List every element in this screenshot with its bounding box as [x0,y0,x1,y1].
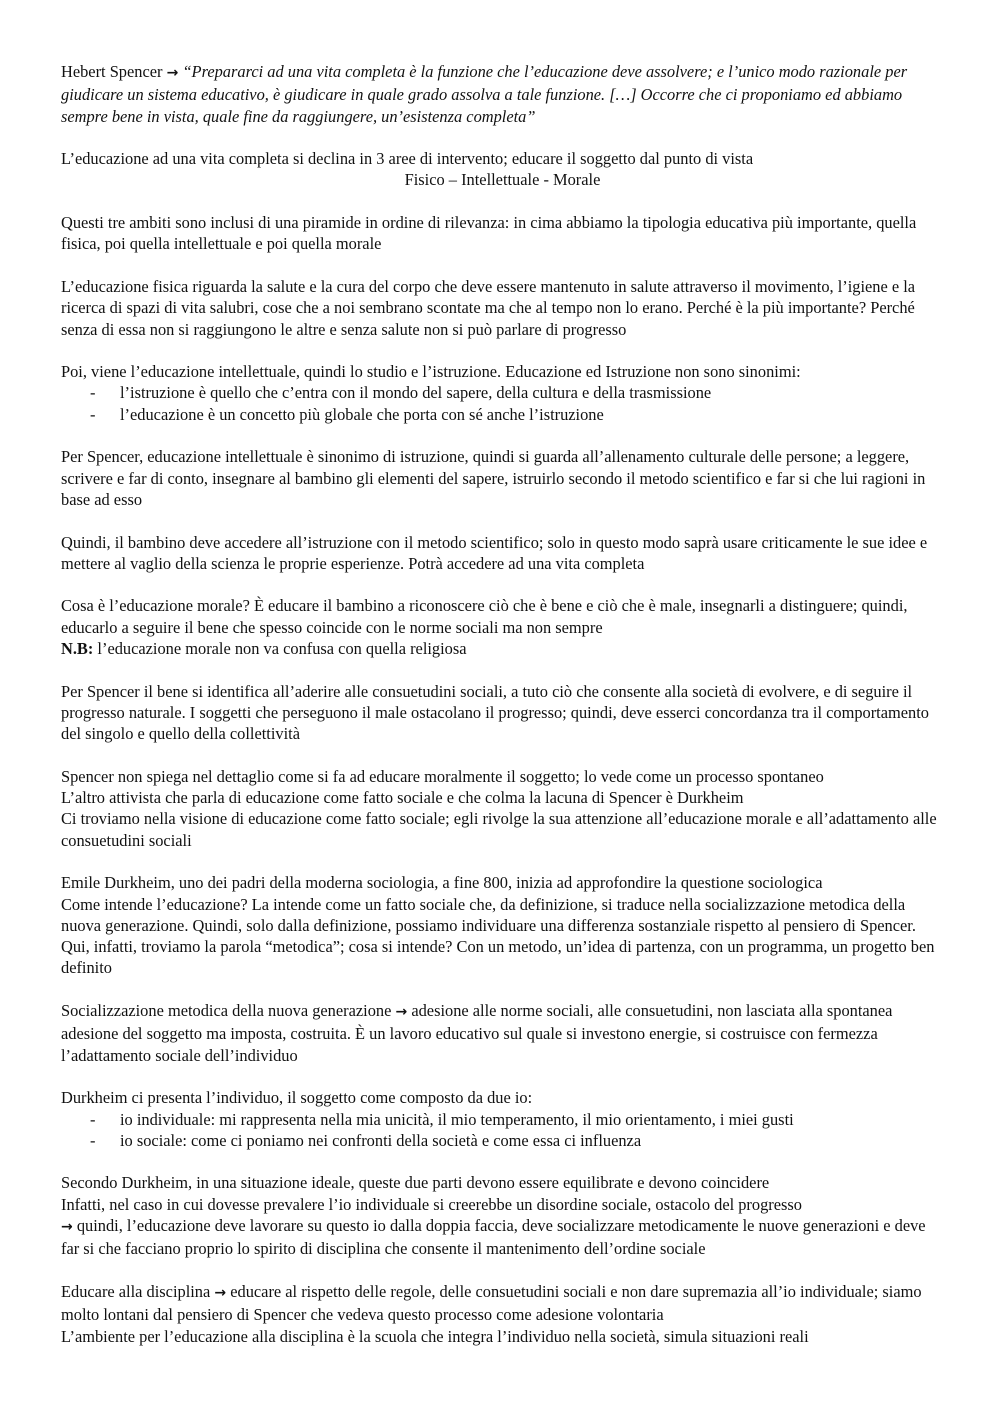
balance-line-2: Infatti, nel caso in cui dovesse prevalere l’io individuale si creerebbe un disordine sociale, ostacolo del progresso [61,1194,802,1214]
arrow-icon: → [395,1004,408,1021]
list-item: - io sociale: come ci poniamo nei confronti della società e come essa ci influenza [61,1130,944,1151]
arrow-icon: → [61,1219,73,1236]
balance-paragraph [61,1172,944,1259]
methodical-socialization-paragraph [61,1000,944,1066]
pyramid-paragraph: Questi tre ambiti sono inclusi di una piramide in ordine di rilevanza: in cima abbiamo la tipologia educativa più importante, quella fisica, poi quella intellettuale e poi quella morale [61,213,917,254]
list-item: - l’educazione è un concetto più globale che porta con sé anche l’istruzione [61,404,944,425]
list-item: - io individuale: mi rappresenta nella mia unicità, il mio temperamento, il mio orientamento, i miei gusti [61,1109,944,1130]
physical-education-paragraph: L’educazione fisica riguarda la salute e la cura del corpo che deve essere mantenuto in salute attraverso il movimento, l’igiene e la ricerca di spazi di vita salubri, cose che a noi sembrano scontate ma che al tempo non lo erano. Perché è la più importante? Perché senza di essa non si raggiungono le altre e senza salute non si può parlare di progresso [61,276,916,339]
spencer-quote: “Prepararci ad una vita completa è la funzione che l’educazione deve assolvere; e l’unico modo razionale per giudicare un sistema educativo, è giudicare in quale grado assolva a tale funzione. […] Occorre che ci proponiamo ed abbiamo sempre bene in vista, quale fine da raggiungere, un’esistenza completa” [61,62,908,126]
durkheim-definition-line-2: Come intende l’educazione? La intende come un fatto sociale che, da definizione, si traduce nella socializzazione metodica della nuova generazione. Quindi, solo dalla definizione, possiamo individuare una differenza sostanziale rispetto al pensiero di Spencer. Qui, infatti, troviamo la parola “metodica”; cosa si intende? Con un metodo, un’idea di partenza, con un programma, un progetto ben definito [61,894,935,978]
durkheim-intro-line-1: Spencer non spiega nel dettaglio come si fa ad educare moralmente il soggetto; lo vede come un processo spontaneo [61,766,824,786]
two-selves-intro: Durkheim ci presenta l’individuo, il soggetto come composto da due io: [61,1088,533,1108]
intellectual-education-paragraph [61,361,944,425]
three-areas-line: L’educazione ad una vita completa si declina in 3 aree di intervento; educare il soggetto dal punto di vista [61,149,754,169]
intellectual-intro: Poi, viene l’educazione intellettuale, quindi lo studio e l’istruzione. Educazione ed Istruzione non sono sinonimi: [61,362,801,382]
durkheim-intro-paragraph [61,766,944,851]
spencer-intellectual-paragraph: Per Spencer, educazione intellettuale è sinonimo di istruzione, quindi si guarda all’allenamento culturale delle persone; a leggere, scrivere e far di conto, insegnare al bambino gli elementi del sapere, istruirlo secondo il metodo scientifico e far si che lui ragioni in base ad esso [61,447,926,509]
arrow-icon: → [166,65,179,81]
socialization-rest: adesione alle norme sociali, alle consuetudini, non lasciata alla spontanea adesione del soggetto ma imposta, costruita. È un lavoro educativo sul quale si investono energie, si costruisce con fermezza l’adattamento sociale dell’individuo [61,1001,893,1065]
socialization-lead: Socializzazione metodica della nuova generazione [61,1001,392,1021]
spencer-quote-paragraph [61,61,944,127]
durkheim-definition-paragraph [61,872,944,978]
three-areas-centered: Fisico – Intellettuale - Morale [404,170,601,190]
two-selves-paragraph [61,1087,944,1151]
nb-text: l’educazione morale non va confusa con quella religiosa [93,639,467,659]
discipline-rest: educare al rispetto delle regole, delle consuetudini sociali e non dare supremazia all’io individuale; siamo molto lontani dal pensiero di Spencer che vedeva questo processo come adesione volontaria [61,1281,922,1325]
scientific-method-paragraph: Quindi, il bambino deve accedere all’istruzione con il metodo scientifico; solo in questo modo saprà usare criticamente le sue idee e mettere al vaglio della scienza le proprie esperienze. Potrà accedere ad una vita completa [61,532,928,573]
nb-label: N.B: [61,639,94,659]
balance-line-3-text: quindi, l’educazione deve lavorare su questo io dalla doppia faccia, deve socializzare metodicamente le nuove generazioni e deve far si che facciano proprio lo spirito di disciplina che consente il mantenimento dell’ordine sociale [61,1216,926,1259]
quote-author: Hebert Spencer [61,62,163,81]
durkheim-intro-line-3: Ci troviamo nella visione di educazione come fatto sociale; egli rivolge la sua attenzione all’educazione morale e all’adattamento alle consuetudini sociali [61,809,937,850]
durkheim-definition-line-1: Emile Durkheim, uno dei padri della moderna sociologia, a fine 800, inizia ad approfondire la questione sociologica [61,873,823,893]
balance-line-3 [61,1215,944,1260]
moral-education-paragraph [61,595,944,659]
arrow-icon: → [214,1284,227,1301]
two-selves-list [61,1109,944,1152]
three-areas-paragraph [61,148,944,191]
discipline-lead: Educare alla disciplina [61,1281,211,1301]
instruction-list [61,382,944,425]
balance-line-1: Secondo Durkheim, in una situazione ideale, queste due parti devono essere equilibrate e devono coincidere [61,1173,770,1193]
discipline-line-1 [61,1281,944,1326]
discipline-line-2: L’ambiente per l’educazione alla disciplina è la scuola che integra l’individuo nella società, simula situazioni reali [61,1326,809,1346]
discipline-paragraph [61,1281,944,1347]
nota-bene [61,638,944,659]
moral-text: Cosa è l’educazione morale? È educare il bambino a riconoscere ciò che è bene e ciò che è male, insegnarli a distinguere; quindi, educarlo a seguire il bene che spesso coincide con le norme sociali ma non sempre [61,596,908,637]
list-item: - l’istruzione è quello che c’entra con il mondo del sapere, della cultura e della trasmissione [61,382,944,403]
spencer-good-paragraph: Per Spencer il bene si identifica all’aderire alle consuetudini sociali, a tuto ciò che consente alla società di evolvere, e di seguire il progresso naturale. I soggetti che perseguono il male ostacolano il progresso; quindi, deve esserci concordanza tra il comportamento del singolo e quello della collettività [61,681,929,744]
durkheim-intro-line-2: L’altro attivista che parla di educazione come fatto sociale e che colma la lacuna di Spencer è Durkheim [61,788,744,808]
